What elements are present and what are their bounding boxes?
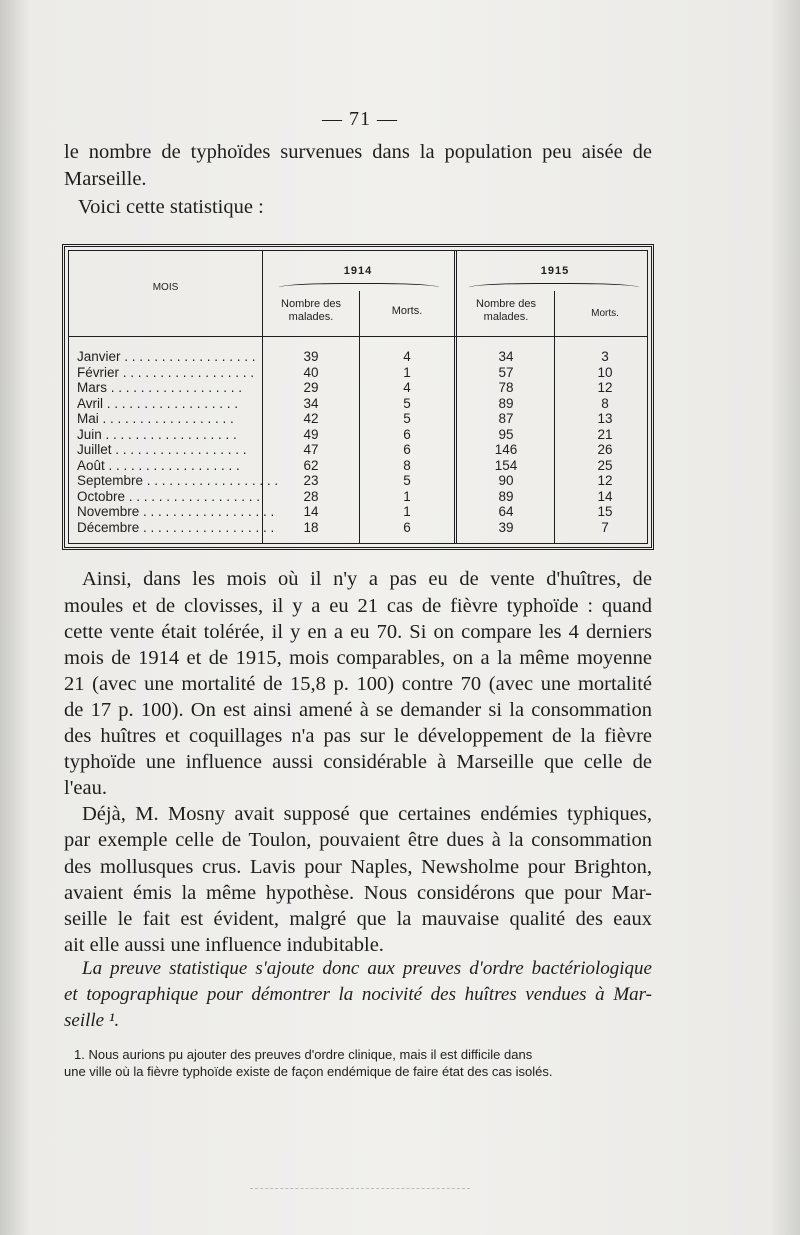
italic-conclusion-line: La preuve statistique s'ajoute donc aux preuves d'ordre bactériologique [82, 958, 652, 979]
table-cell: 4 [403, 380, 411, 395]
table-cell: 57 [498, 364, 514, 380]
footnote-line: une ville où la fièvre typhoïde existe de façon endémique de faire état des cas isolés. [64, 1064, 553, 1079]
month-label: Avril [77, 395, 104, 411]
table-cell: 29 [303, 380, 319, 395]
table-row-month [77, 442, 255, 458]
malades-1915-column [460, 349, 552, 535]
table-cell: 6 [403, 519, 411, 535]
table-cell: 28 [303, 488, 319, 504]
month-label: Août [77, 457, 105, 473]
table-cell: 18 [303, 519, 319, 535]
month-label: Mai [77, 411, 99, 426]
page-number: — 71 — [322, 108, 398, 130]
leader-dots: . . . . . . . . . . . . . . . . . . [120, 349, 256, 364]
statistics-table [62, 244, 654, 550]
table-row-month [77, 396, 255, 412]
leader-dots: . . . . . . . . . . . . . . . . . . [107, 380, 243, 395]
month-label: Octobre [77, 488, 126, 504]
table-cell: 5 [403, 473, 411, 488]
leader-dots: . . . . . . . . . . . . . . . . . . [143, 473, 279, 488]
header-year-1914: 1914 [343, 265, 373, 277]
paragraph-line: des huîtres et coquillages n'a pas sur le développement de la fièvre [64, 725, 652, 747]
header-malades-1915: Nombre des malades. [476, 298, 536, 323]
brace-1914 [279, 283, 439, 294]
table-cell: 23 [303, 473, 319, 488]
table-cell: 34 [498, 349, 514, 364]
table-cell: 15 [597, 504, 613, 519]
month-label: Mars [77, 380, 107, 395]
leader-dots: . . . . . . . . . . . . . . . . . . [104, 457, 240, 473]
table-cell: 5 [403, 395, 411, 411]
month-label: Novembre [77, 504, 140, 519]
table-cell: 1 [403, 488, 411, 504]
table-cell: 25 [597, 457, 613, 473]
table-cell: 89 [498, 488, 514, 504]
intro-line: Marseille. [64, 168, 147, 190]
paragraph-line: mois de 1914 et de 1915, mois comparables, on a la même moyenne [64, 647, 652, 669]
table-cell: 5 [403, 411, 411, 426]
paragraph-line: moules et de clovisses, il y a eu 21 cas de fièvre typhoïde : quand [64, 595, 652, 617]
month-label: Janvier [77, 349, 121, 364]
table-cell: 90 [498, 473, 514, 488]
paragraph-line: ait elle aussi une influence indubitable. [64, 934, 384, 956]
leader-dots: . . . . . . . . . . . . . . . . . . [119, 364, 255, 380]
table-row-month [77, 504, 275, 520]
table-cell: 39 [498, 519, 514, 535]
leader-dots: . . . . . . . . . . . . . . . . . . [98, 411, 234, 426]
table-row-month [77, 427, 255, 443]
table-row-month [77, 488, 261, 505]
header-mois: MOIS [152, 282, 179, 293]
header-morts-1914: Morts. [391, 305, 423, 317]
table-cell: 154 [494, 457, 518, 473]
table-row-month [77, 411, 255, 427]
month-column [77, 349, 279, 535]
paragraph-line: par exemple celle de Toulon, pouvaient être dues à la consommation [64, 829, 652, 851]
leader-dots: . . . . . . . . . . . . . . . . . . [139, 519, 275, 535]
table-row-month [77, 349, 255, 365]
table-cell: 42 [303, 411, 319, 426]
paragraph-line: Déjà, M. Mosny avait supposé que certaines endémies typhiques, [82, 803, 652, 825]
table-cell: 78 [498, 380, 514, 395]
table-cell: 8 [403, 457, 411, 473]
table-cell: 7 [601, 519, 609, 535]
table-cell: 12 [597, 473, 613, 488]
table-cell: 47 [303, 442, 319, 457]
italic-conclusion-line: et topographique pour démontrer la nocivité des huîtres vendues à Mar- [64, 984, 652, 1005]
table-cell: 49 [303, 426, 319, 442]
leader-dots: . . . . . . . . . . . . . . . . . . [139, 504, 275, 519]
italic-conclusion-line: seille ¹. [64, 1010, 120, 1031]
footnote [64, 1046, 674, 1080]
table-cell: 6 [403, 442, 411, 457]
intro-line: le nombre de typhoïdes survenues dans la population peu aisée de [64, 141, 652, 163]
leader-dots: . . . . . . . . . . . . . . . . . . [125, 488, 261, 504]
table-cell: 12 [597, 380, 613, 395]
month-label: Juin [77, 426, 102, 442]
table-cell: 64 [498, 504, 514, 519]
table-cell: 3 [601, 349, 609, 364]
leader-dots: . . . . . . . . . . . . . . . . . . [101, 426, 237, 442]
table-cell: 87 [498, 411, 514, 426]
malades-1914-column [265, 349, 357, 535]
header-year-1915: 1915 [540, 265, 570, 277]
month-label: Décembre [77, 519, 140, 535]
month-label: Février [77, 364, 120, 380]
paragraph-line: l'eau. [64, 777, 107, 799]
table-cell: 21 [597, 426, 613, 442]
table-cell: 4 [403, 349, 411, 364]
footnote-line: 1. Nous aurions pu ajouter des preuves d'ordre clinique, mais il est difficile dans [74, 1047, 533, 1062]
table-divider [554, 291, 555, 543]
table-divider [262, 251, 263, 543]
morts-1915-column [557, 349, 653, 535]
table-cell: 40 [303, 364, 319, 380]
paragraph-line: cette vente était tolérée, il y en a eu 70. Si on compare les 4 derniers [64, 621, 652, 643]
table-cell: 146 [494, 442, 518, 457]
header-morts-1915: Morts. [591, 308, 619, 319]
header-rule [69, 336, 647, 337]
table-cell: 1 [403, 364, 411, 380]
table-row-month [77, 458, 255, 474]
table-cell: 13 [597, 411, 613, 426]
paragraph-line: Ainsi, dans les mois où il n'y a pas eu de vente d'huîtres, de [82, 568, 652, 590]
table-row-month [77, 519, 275, 536]
paragraph-line: avaient émis la même hypothèse. Nous considérons que pour Mar- [64, 882, 652, 904]
header-malades-1914: Nombre des malades. [281, 298, 341, 323]
table-row-month [77, 365, 255, 381]
leader-dots: . . . . . . . . . . . . . . . . . . [111, 442, 247, 457]
table-row-month [77, 380, 255, 396]
table-cell: 10 [597, 364, 613, 380]
leader-dots: . . . . . . . . . . . . . . . . . . [103, 395, 239, 411]
table-cell: 39 [303, 349, 319, 364]
month-label: Juillet [77, 442, 112, 457]
brace-1915 [469, 283, 639, 294]
paragraph-line: 21 (avec une mortalité de 15,8 p. 100) contre 70 (avec une mortalité [64, 673, 652, 695]
morts-1914-column [361, 349, 453, 535]
month-label: Septembre [77, 473, 144, 488]
table-cell: 14 [303, 504, 319, 519]
table-cell: 34 [303, 395, 319, 411]
paragraph-line: typhoïde une influence aussi considérable à Marseille que celle de [64, 751, 652, 773]
table-divider [454, 251, 457, 543]
scan-artifact [250, 1188, 470, 1189]
table-row-month [77, 473, 279, 489]
table-cell: 95 [498, 426, 514, 442]
table-cell: 89 [498, 395, 514, 411]
intro-line: Voici cette statistique : [78, 196, 264, 218]
table-cell: 14 [597, 488, 613, 504]
paragraph-line: de 17 p. 100). On est ainsi amené à se demander si la consommation [64, 699, 652, 721]
table-cell: 6 [403, 426, 411, 442]
paragraph-line: des mollusques crus. Lavis pour Naples, Newsholme pour Brighton, [64, 856, 652, 878]
paragraph-line: seille le fait est évident, malgré que la mauvaise qualité des eaux [64, 908, 652, 930]
table-cell: 8 [601, 395, 609, 411]
table-cell: 62 [303, 457, 319, 473]
table-divider [359, 291, 360, 543]
table-cell: 26 [597, 442, 613, 457]
table-cell: 1 [403, 504, 411, 519]
